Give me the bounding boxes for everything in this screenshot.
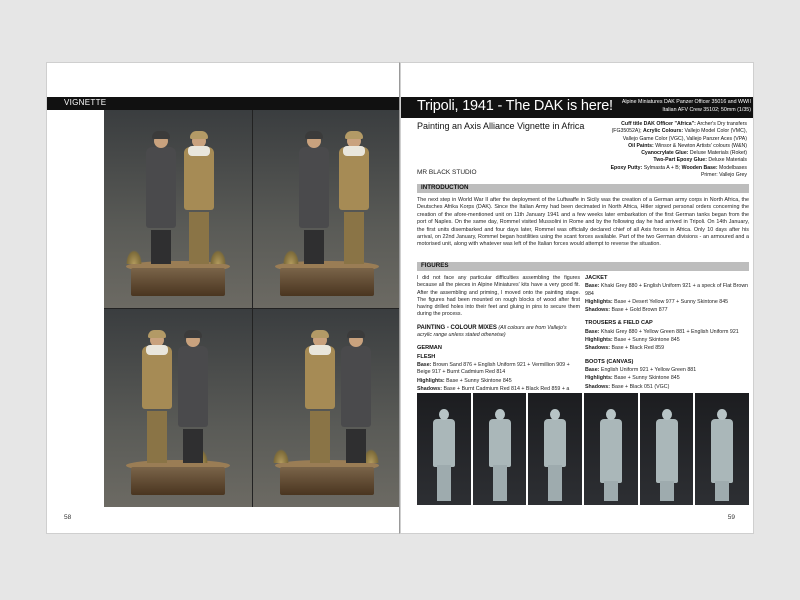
title-bar <box>401 97 754 118</box>
vignette-photo-back-right <box>253 309 400 507</box>
right-page <box>400 62 754 534</box>
materials-line: Vallejo Game Color (VGC), Vallejo Panzer Aces (VPA) <box>622 135 747 142</box>
section-band-figures <box>417 262 749 271</box>
kit-info <box>601 99 751 114</box>
grass-tuft <box>273 449 289 463</box>
kit-info-line: Alpine Miniatures DAK Panzer Officer 35016 and WWII <box>621 99 751 105</box>
materials-line: Primer: Vallejo Grey <box>700 172 747 179</box>
figure-italian-crewman <box>140 333 174 464</box>
jacket-highlights: Highlights: Base + Desert Yellow 977 + Sunny Skintone 845 <box>585 298 729 305</box>
primed-figure-photo <box>417 393 471 505</box>
boots-base: Base: English Uniform 921 + Yellow Green 881 <box>585 366 697 373</box>
left-header-bar <box>47 97 400 110</box>
figures-column-right <box>585 275 749 392</box>
primed-figure <box>711 409 733 501</box>
vignette-photo-grid <box>104 110 400 507</box>
figure-panzer-officer <box>176 333 210 464</box>
vignette-photo-front-left <box>104 110 252 308</box>
figure-italian-crewman <box>182 134 216 265</box>
vignette-photo-back-left <box>104 309 252 507</box>
kit-info-line: Italian AFV Crew 35102; 50mm (1/35) <box>662 106 751 113</box>
primed-figure-photo <box>640 393 694 505</box>
article-subtitle: Painting an Axis Alliance Vignette in Africa <box>417 121 585 131</box>
section-band-introduction <box>417 184 749 193</box>
wooden-base <box>131 268 226 296</box>
flesh-base: Base: Brown Sand 876 + English Uniform 921 + Vermillion 909 + Beige 917 + Burnt Cadmium Red 814 <box>417 361 570 376</box>
section-heading: INTRODUCTION <box>421 184 469 191</box>
flesh-highlights: Highlights: Base + Sunny Skintone 845 <box>417 377 512 384</box>
left-page <box>46 62 400 534</box>
vignette-photo-front-right <box>253 110 400 308</box>
materials-list <box>557 121 747 179</box>
trousers-heading: TROUSERS & FIELD CAP <box>585 320 653 327</box>
section-label: VIGNETTE <box>64 98 107 107</box>
painting-heading: PAINTING - COLOUR MIXES (All colours are from Vallejo's acrylic range unless stated otherwise) <box>417 324 567 339</box>
german-heading: GERMAN <box>417 345 442 352</box>
primed-figure-photo <box>528 393 582 505</box>
primed-figures-photo-strip <box>417 393 749 505</box>
materials-line: Oil Paints: Winsor & Newton Artists' colours (W&N) <box>628 142 747 149</box>
primed-figure <box>544 409 566 501</box>
flesh-shadows: Shadows: Base + Burnt Cadmium Red 814 + Black Red 859 + a <box>417 385 570 392</box>
jacket-shadows: Shadows: Base + Gold Brown 877 <box>585 307 668 314</box>
materials-line: Two-Part Epoxy Glue: Deluxe Materials <box>653 157 747 164</box>
figure-italian-crewman <box>303 333 337 464</box>
introduction-text: The next step in World War II after the deployment of the Luftwaffe in Sicily was the creation of a German army corps in North Africa, the Deutsches Afrika Korps (DAK). Since the Italian Army had been decimated in North Africa, Hitler signed personal orders concerning the creation of the afore-mentioned unit on 11th January 1941 and a few weeks later embarkation of the first German tanks began from the port of Naples. On the same day, Rommel visited Mussolini in Rome and by the following day he had arrived in Tripoli. On 14th January, the first units disembarked and four days later, Rommel was officially declared chief of all Axis forces in Africa. Only 10 days after his arrival, on 22nd January, Rommel began hostilities using the scant forces available. Part of the two German divisions - an armoured and a motorised unit, along with whatever was left of the Italian forces would attempt to reverse the situation. <box>417 197 749 248</box>
primed-figure <box>433 409 455 501</box>
boots-highlights: Highlights: Base + Sunny Skintone 845 <box>585 375 680 382</box>
primed-figure <box>489 409 511 501</box>
figure-italian-crewman <box>337 134 371 265</box>
wooden-base <box>131 467 226 495</box>
trousers-highlights: Highlights: Base + Sunny Skintone 845 <box>585 337 680 344</box>
primed-figure-photo <box>695 393 749 505</box>
figure-panzer-officer <box>339 333 373 464</box>
materials-line: Epoxy Putty: Sylmasta A + B; Wooden Base: Modelbases <box>610 164 747 171</box>
boots-shadows: Shadows: Base + Black 051 (VGC) <box>585 383 670 390</box>
primed-figure-photo <box>473 393 527 505</box>
jacket-base: Base: Khaki Grey 880 + English Uniform 921 + a speck of Flat Brown 984 <box>585 283 749 297</box>
figures-column-left <box>417 275 580 401</box>
trousers-base: Base: Khaki Grey 880 + Yellow Green 881 + English Uniform 921 <box>585 328 739 335</box>
grass-tuft <box>126 250 142 264</box>
trousers-shadows: Shadows: Base + Black Red 859 <box>585 345 665 352</box>
jacket-heading: JACKET <box>585 275 608 281</box>
flesh-heading: FLESH <box>417 353 436 360</box>
article-title: Tripoli, 1941 - The DAK is here! <box>417 98 613 114</box>
boots-heading: BOOTS (CANVAS) <box>585 358 634 365</box>
materials-line: (FG35052A); Acrylic Colours: Vallejo Model Color (VMC), <box>611 128 747 135</box>
page-number-right: 59 <box>727 514 735 521</box>
primed-figure-photo <box>584 393 638 505</box>
primed-figure <box>656 409 678 501</box>
author-credit: MR BLACK STUDIO <box>417 169 477 176</box>
figure-panzer-officer <box>297 134 331 265</box>
wooden-base <box>280 467 375 495</box>
materials-line: Cuff title DAK Officer "Africa": Archer's Dry transfers <box>621 121 747 127</box>
figure-panzer-officer <box>144 134 178 265</box>
wooden-base <box>280 268 375 296</box>
materials-line: Cyanocrylate Glue: Deluxe Materials (Roket) <box>641 150 747 157</box>
section-heading: FIGURES <box>421 262 449 269</box>
figures-text: I did not face any particular difficulties assembling the figures because all the pieces in Alpine Miniatures' kits have a very good fit. After the assembling and priming, I moved onto the painting stage. The figures had been mounted on rough blocks of wood after first having drilled holes into their feet and gluing in pins to secure them during the process. <box>417 275 580 318</box>
page-number-left: 58 <box>64 514 72 521</box>
primed-figure <box>600 409 622 501</box>
